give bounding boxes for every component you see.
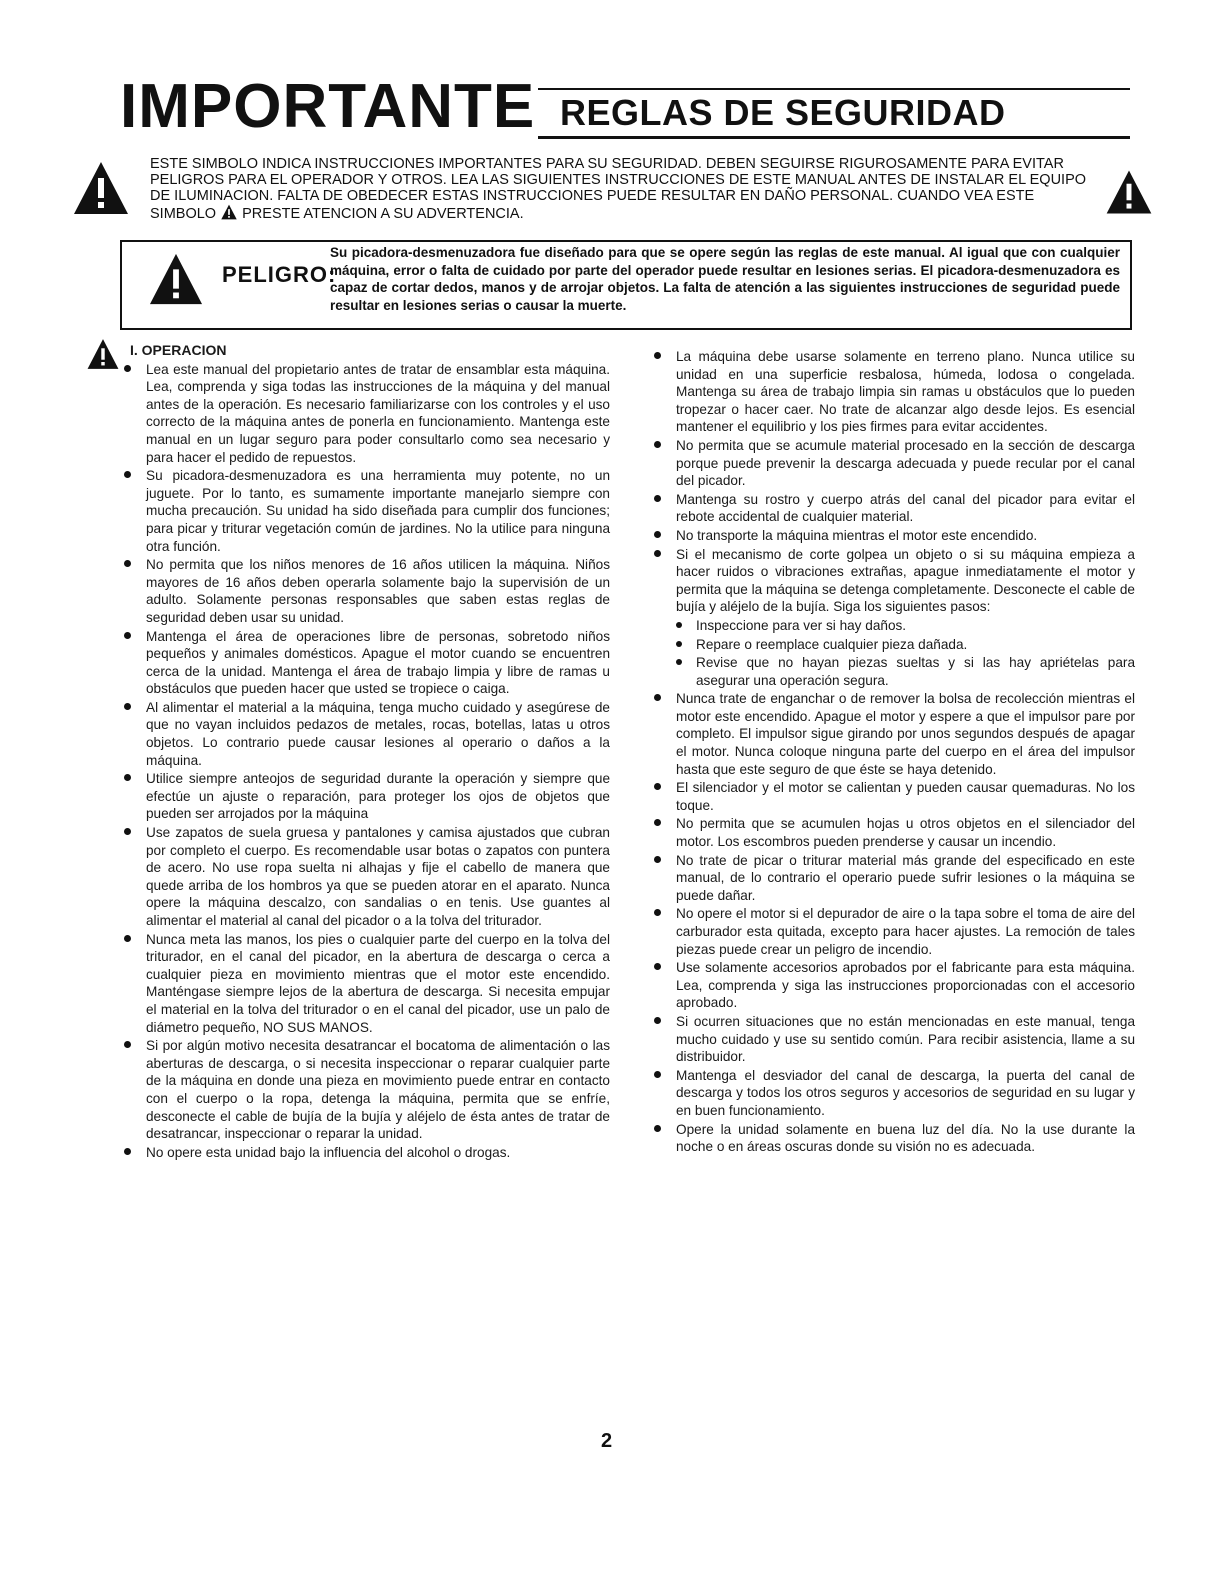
list-item-text: Si por algún motivo necesita desatrancar el bocatoma de alimentación o las aberturas de descarga, o si necesita inspeccionar o reparar cualquier parte de la máquina en donde una pieza en movimiento puede entrar en contacto con el cuerpo o la ropa, detenga la máquina, permita que se enfríe, desconecte el cable de bujía de la bujía y aléjelo de ésta antes de tratar de desatrancar, inspeccionar o reparar la unidad.	[146, 1038, 610, 1142]
list-item	[650, 527, 1135, 545]
bullet-dot-icon	[654, 1125, 661, 1132]
bullet-dot-icon	[654, 694, 661, 701]
bullet-dot-icon	[676, 659, 682, 665]
bullet-dot-icon	[654, 550, 661, 557]
intro-text-before: ESTE SIMBOLO INDICA INSTRUCCIONES IMPORTANTES PARA SU SEGURIDAD. DEBEN SEGUIRSE RIGUROSAMENTE PARA EVITAR PELIGROS PARA EL OPERADOR Y OTROS. LEA LAS SIGUIENTES INSTRUCCIONES DE ESTE MANUAL ANTES DE INSTALAR EL EQUIPO DE ILUMINACION. FALTA DE OBEDECER ESTAS INSTRUCCIONES PUEDE RESULTAR EN DAÑO PERSONAL. CUANDO VEA ESTE SIMBOLO	[150, 156, 1087, 222]
bullet-dot-icon	[124, 703, 131, 710]
list-item-text: Al alimentar el material a la máquina, tenga mucho cuidado y asegúrese de que no vayan incluidos pedazos de metales, rocas, botellas, latas u otros objetos. Lo contrario puede causar lesiones al operario o daños a la máquina.	[146, 699, 610, 768]
bullet-dot-icon	[124, 365, 131, 372]
bullet-dot-icon	[124, 471, 131, 478]
bullet-dot-icon	[676, 622, 682, 628]
warning-triangle-icon	[220, 204, 238, 220]
list-item-text: Use solamente accesorios aprobados por el fabricante para esta máquina. Lea, comprenda y siga las instrucciones proporcionadas con el accesorio aprobado.	[676, 960, 1135, 1011]
list-item	[650, 779, 1135, 814]
page-title: IMPORTANTE	[120, 72, 536, 141]
bullet-dot-icon	[654, 783, 661, 790]
left-column	[120, 342, 610, 1162]
list-item-text: Inspeccione para ver si hay daños.	[696, 617, 907, 633]
list-item	[120, 770, 610, 823]
page-number: 2	[600, 1430, 613, 1452]
bullet-dot-icon	[124, 1041, 131, 1048]
bullet-dot-icon	[654, 856, 661, 863]
list-item	[650, 491, 1135, 526]
list-item-text: Si ocurren situaciones que no están mencionadas en este manual, tenga mucho cuidado y use su sentido común. Para recibir asistencia, llame a su distribuidor.	[676, 1013, 1135, 1065]
sub-list-item	[650, 636, 1135, 654]
list-item	[650, 1067, 1135, 1120]
bullet-dot-icon	[124, 828, 131, 835]
list-item-text: Mantenga el desviador del canal de descarga, la puerta del canal de descarga y todos los otros seguros y accesorios de seguridad en su lugar y en buen funcionamiento.	[676, 1067, 1135, 1118]
list-item	[120, 1144, 610, 1162]
bullet-dot-icon	[124, 774, 131, 781]
list-item	[650, 852, 1135, 905]
list-item	[650, 1121, 1135, 1156]
list-item-text: No permita que se acumule material procesado en la sección de descarga porque puede prevenir la descarga adecuada y puede recular por el canal del picador.	[676, 437, 1135, 489]
list-item	[120, 824, 610, 930]
list-item-text: Mantenga su rostro y cuerpo atrás del canal del picador para evitar el rebote accidental de cualquier material.	[676, 491, 1135, 525]
sub-list-item	[650, 654, 1135, 689]
right-column	[650, 348, 1135, 1157]
list-item-text: Revise que no hayan piezas sueltas y si las hay apriételas para asegurar una operación segura.	[696, 655, 1135, 688]
bullet-dot-icon	[654, 819, 661, 826]
bullet-dot-icon	[654, 909, 661, 916]
section-heading: I. OPERACION	[130, 342, 227, 358]
list-item	[650, 348, 1135, 436]
header-rule-bottom	[538, 136, 1130, 139]
list-item	[120, 467, 610, 555]
list-item-text: Mantenga el área de operaciones libre de personas, sobretodo niños pequeños y animales domésticos. Apague el motor cuando se encuentren cerca de la unidad. Mantenga el área de trabajo limpia y libre de ramas u obstáculos que pueden hacer que usted se tropiece o caiga.	[146, 628, 610, 697]
list-item-text: El silenciador y el motor se calientan y pueden causar quemaduras. No los toque.	[676, 780, 1135, 813]
list-item-text: Use zapatos de suela gruesa y pantalones y camisa ajustados que cubran por completo el cuerpo. Es recomendable usar botas o zapatos con puntera de acero. No use ropa suelta ni alhajas y fije el cabello de manera que quede arriba de los hombros ya que se pueden atorar en el aparato. Nunca opere la máquina descalzo, con sandalias o en tenis. Use guantes al alimentar el material al canal del picador o a la tolva del triturador.	[146, 825, 610, 928]
header-rule-top	[538, 88, 1130, 90]
list-item	[650, 959, 1135, 1012]
page-subtitle: REGLAS DE SEGURIDAD	[560, 92, 1006, 133]
intro-text-after: PRESTE ATENCION A SU ADVERTENCIA.	[242, 206, 524, 222]
list-item-text: No trate de picar o triturar material más grande del especificado en este manual, de lo contrario el operario puede sufrir lesiones o la máquina se puede dañar.	[676, 852, 1135, 903]
bullet-dot-icon	[654, 1017, 661, 1024]
bullet-dot-icon	[654, 531, 661, 538]
list-item-text: Lea este manual del propietario antes de tratar de ensamblar esta máquina. Lea, comprenda y siga todas las instrucciones de la máquina y del manual antes de la operación. Es necesario familiarizarse con los controles y el uso correcto de la máquina antes de ponerla en funcionamiento. Mantenga este manual en un lugar seguro para poder consultarlo como sea necesario y para hacer el pedido de repuestos.	[146, 361, 610, 465]
list-item-text: La máquina debe usarse solamente en terreno plano. Nunca utilice su unidad en una superficie resbalosa, húmeda, lodosa o congelada. Mantenga su área de trabajo limpia sin ramas u obstáculos que lo pueden tropezar o hacer caer. No trate de alcanzar algo desde lejos. Es esencial mantener el equilibrio y los pies firmes para evitar accidentes.	[676, 349, 1135, 435]
danger-label: PELIGRO:	[222, 262, 337, 287]
warning-triangle-icon	[1105, 168, 1153, 216]
warning-triangle-icon	[148, 252, 204, 306]
warning-triangle-icon	[86, 338, 120, 370]
list-item-text: Su picadora-desmenuzadora es una herramienta muy potente, no un juguete. Por lo tanto, es sumamente importante manejarlo siempre con mucha precaución. Su unidad ha sido diseñada para cumplir dos funciones; para picar y triturar vegetación común de jardines. No la utilice para ninguna otra función.	[146, 468, 610, 554]
bullet-dot-icon	[654, 495, 661, 502]
list-item	[120, 931, 610, 1037]
bullet-dot-icon	[654, 352, 661, 359]
list-item-text: No transporte la máquina mientras el motor este encendido.	[676, 527, 1038, 543]
list-item-text: Nunca trate de enganchar o de remover la bolsa de recolección mientras el motor este encendido. Apague el motor y espere a que el impulsor pare por completo. El impulsor sigue girando por unos segundos después de apagar el motor. Nunca coloque ninguna parte del cuerpo en el área del impulsor hasta que este seguro de que éste se haya detenido.	[676, 691, 1135, 777]
list-item-text: Repare o reemplace cualquier pieza dañada.	[696, 636, 968, 652]
list-item	[120, 699, 610, 769]
list-item	[120, 556, 610, 626]
list-item-text: Si el mecanismo de corte golpea un objeto o si su máquina empieza a hacer ruidos o vibraciones extrañas, apague inmediatamente el motor y permita que la máquina se detenga completamente. Desconecte el cable de bujía y aléjelo de la bujía. Siga los siguientes pasos:	[676, 546, 1135, 615]
list-item-text: No opere el motor si el depurador de aire o la tapa sobre el toma de aire del carburador esta quitada, excepto para hacer ajustes. La remoción de tales piezas puede crear un peligro de incendio.	[676, 906, 1135, 957]
list-item	[650, 1013, 1135, 1066]
list-item-text: Nunca meta las manos, los pies o cualquier parte del cuerpo en la tolva del triturador, en el canal del picador, en la abertura de descarga o cerca a cualquier pieza en movimiento mientras que el motor este encendido. Manténgase siempre lejos de la abertura de descarga. Si necesita empujar el material en la tolva del triturador o en el canal del picador, use un palo de diámetro pequeño, NO SUS MANOS.	[146, 931, 610, 1035]
list-item-text: No opere esta unidad bajo la influencia del alcohol o drogas.	[146, 1144, 511, 1160]
list-item-text: Utilice siempre anteojos de seguridad durante la operación y siempre que efectúe un ajuste o reparación, para proteger los ojos de objetos que pueden ser arrojados por la máquina	[146, 771, 610, 822]
bullet-dot-icon	[676, 641, 682, 647]
list-item-text: No permita que los niños menores de 16 años utilicen la máquina. Niños mayores de 16 años deben operarla solamente bajo la supervisión de un adulto. Solamente personas responsables que saben estas reglas de seguridad deben usar su unidad.	[146, 557, 610, 625]
list-item	[650, 690, 1135, 778]
bullet-dot-icon	[654, 963, 661, 970]
bullet-dot-icon	[124, 560, 131, 567]
list-item	[120, 628, 610, 698]
sub-list-item	[650, 617, 1135, 635]
warning-triangle-icon	[72, 160, 130, 216]
list-item-text: Opere la unidad solamente en buena luz del día. No la use durante la noche o en áreas oscuras donde su visión no es adecuada.	[676, 1121, 1135, 1155]
bullet-dot-icon	[124, 632, 131, 639]
list-item	[120, 361, 610, 467]
list-item	[650, 546, 1135, 616]
list-item	[650, 437, 1135, 490]
list-item	[650, 905, 1135, 958]
list-item	[120, 1037, 610, 1143]
list-item	[650, 815, 1135, 850]
bullet-dot-icon	[654, 1071, 661, 1078]
list-item-text: No permita que se acumulen hojas u otros objetos en el silenciador del motor. Los escombros pueden prenderse y causar un incendio.	[676, 816, 1135, 850]
danger-text: Su picadora-desmenuzadora fue diseñado para que se opere según las reglas de este manual. Al igual que con cualquier máquina, error o falta de cuidado por parte del operador puede resultar en lesiones serias. El picadora-desmenuzadora es capaz de cortar dedos, manos y de arrojar objetos. La falta de atención a las siguientes instrucciones de seguridad puede resultar en lesiones serias o causar la muerte.	[330, 245, 1120, 313]
bullet-dot-icon	[654, 441, 661, 448]
bullet-dot-icon	[124, 935, 131, 942]
bullet-dot-icon	[124, 1148, 131, 1155]
intro-text	[150, 156, 1090, 222]
